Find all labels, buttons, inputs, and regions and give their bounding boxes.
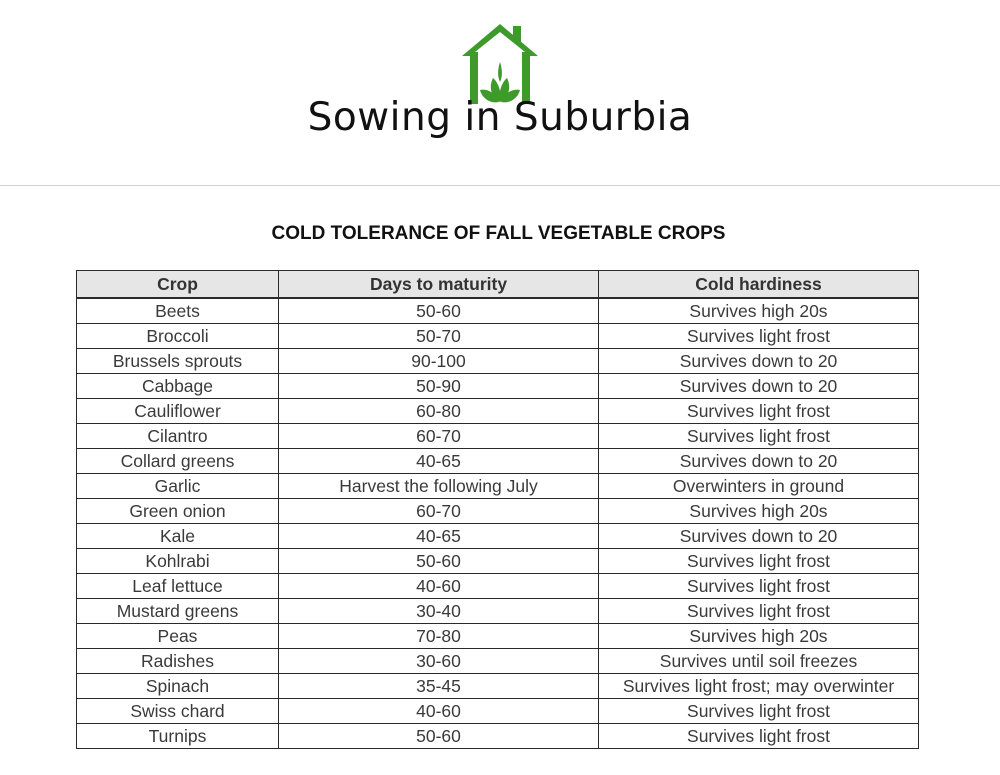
hardiness-cell: Survives down to 20	[599, 524, 919, 549]
days-cell: 60-70	[279, 499, 599, 524]
crop-cell: Peas	[77, 624, 279, 649]
days-cell: 30-40	[279, 599, 599, 624]
table-row	[77, 699, 919, 724]
hardiness-cell: Survives light frost	[599, 574, 919, 599]
table-row	[77, 499, 919, 524]
days-cell: 40-65	[279, 449, 599, 474]
table-row	[77, 524, 919, 549]
table-row	[77, 574, 919, 599]
days-cell: 70-80	[279, 624, 599, 649]
days-cell: 30-60	[279, 649, 599, 674]
hardiness-cell: Survives down to 20	[599, 449, 919, 474]
table-row	[77, 549, 919, 574]
hardiness-cell: Survives high 20s	[599, 499, 919, 524]
days-cell: 50-60	[279, 298, 599, 324]
crop-cell: Spinach	[77, 674, 279, 699]
hardiness-cell: Survives light frost	[599, 399, 919, 424]
days-cell: Harvest the following July	[279, 474, 599, 499]
days-cell: 60-70	[279, 424, 599, 449]
days-cell: 50-60	[279, 549, 599, 574]
days-cell: 40-65	[279, 524, 599, 549]
crop-cell: Cabbage	[77, 374, 279, 399]
days-cell: 50-70	[279, 324, 599, 349]
crop-cell: Collard greens	[77, 449, 279, 474]
hardiness-cell: Survives light frost; may overwinter	[599, 674, 919, 699]
crop-cell: Garlic	[77, 474, 279, 499]
crop-cell: Kale	[77, 524, 279, 549]
table-row	[77, 424, 919, 449]
table-row	[77, 474, 919, 499]
table-row	[77, 298, 919, 324]
site-header	[0, 0, 1000, 185]
header-divider	[0, 185, 1000, 186]
crop-cell: Kohlrabi	[77, 549, 279, 574]
hardiness-cell: Survives light frost	[599, 324, 919, 349]
column-header-cold-hardiness: Cold hardiness	[599, 271, 919, 299]
days-cell: 35-45	[279, 674, 599, 699]
hardiness-cell: Survives light frost	[599, 424, 919, 449]
hardiness-cell: Survives high 20s	[599, 624, 919, 649]
table-row	[77, 374, 919, 399]
hardiness-cell: Survives light frost	[599, 549, 919, 574]
cold-tolerance-table	[76, 270, 919, 749]
table-row	[77, 399, 919, 424]
days-cell: 50-60	[279, 724, 599, 749]
crop-cell: Cauliflower	[77, 399, 279, 424]
table-row	[77, 624, 919, 649]
crop-cell: Brussels sprouts	[77, 349, 279, 374]
hardiness-cell: Survives light frost	[599, 599, 919, 624]
days-cell: 40-60	[279, 574, 599, 599]
hardiness-cell: Survives down to 20	[599, 374, 919, 399]
crop-cell: Turnips	[77, 724, 279, 749]
hardiness-cell: Survives high 20s	[599, 298, 919, 324]
crop-cell: Broccoli	[77, 324, 279, 349]
crop-cell: Green onion	[77, 499, 279, 524]
table-row	[77, 674, 919, 699]
column-header-crop: Crop	[77, 271, 279, 299]
hardiness-cell: Survives light frost	[599, 699, 919, 724]
crop-cell: Swiss chard	[77, 699, 279, 724]
table-row	[77, 349, 919, 374]
document-title: COLD TOLERANCE OF FALL VEGETABLE CROPS	[271, 223, 726, 244]
hardiness-cell: Survives down to 20	[599, 349, 919, 374]
table-row	[77, 649, 919, 674]
hardiness-cell: Overwinters in ground	[599, 474, 919, 499]
column-header-days-to-maturity: Days to maturity	[279, 271, 599, 299]
days-cell: 50-90	[279, 374, 599, 399]
crop-cell: Beets	[77, 298, 279, 324]
table-row	[77, 324, 919, 349]
crop-cell: Leaf lettuce	[77, 574, 279, 599]
table-row	[77, 449, 919, 474]
table-row	[77, 724, 919, 749]
crop-cell: Mustard greens	[77, 599, 279, 624]
table-row	[77, 599, 919, 624]
hardiness-cell: Survives light frost	[599, 724, 919, 749]
days-cell: 40-60	[279, 699, 599, 724]
days-cell: 90-100	[279, 349, 599, 374]
days-cell: 60-80	[279, 399, 599, 424]
crop-cell: Cilantro	[77, 424, 279, 449]
hardiness-cell: Survives until soil freezes	[599, 649, 919, 674]
site-title[interactable]: Sowing in Suburbia	[307, 95, 693, 140]
table-header-row	[77, 271, 919, 299]
crop-cell: Radishes	[77, 649, 279, 674]
